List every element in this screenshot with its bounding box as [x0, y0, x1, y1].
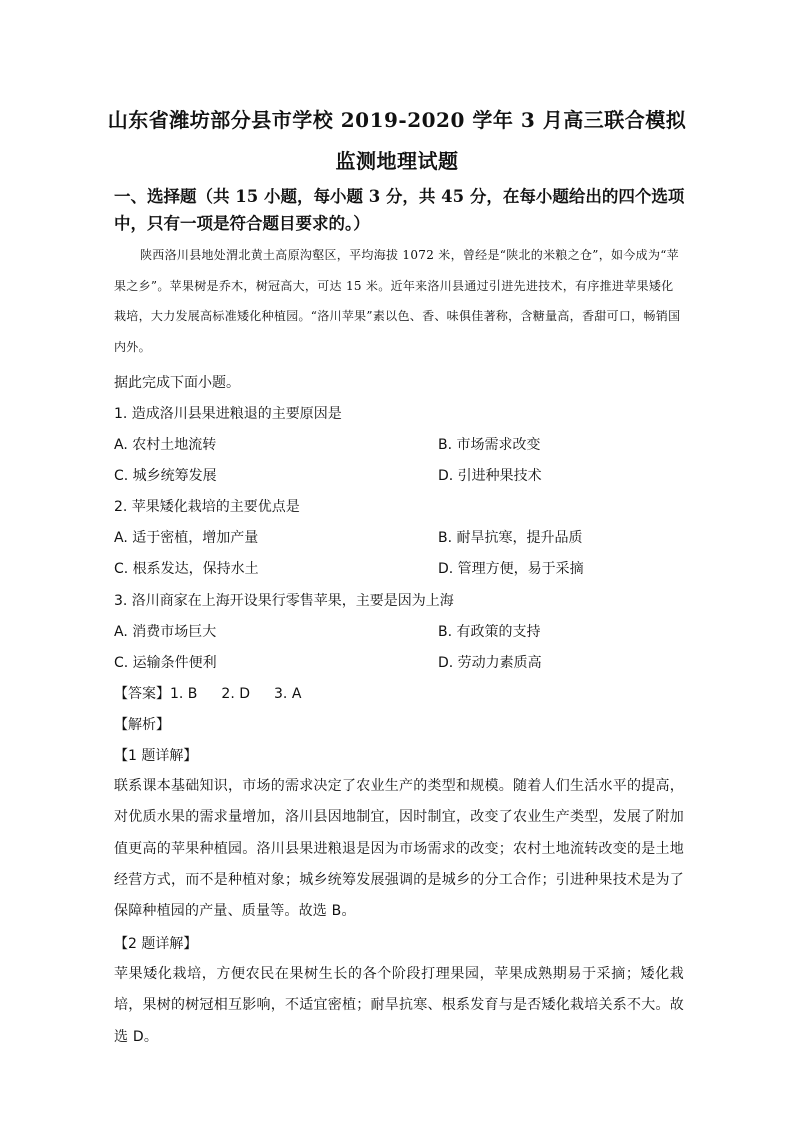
analysis-label: 【解析】 [114, 717, 170, 733]
question-1-option-d: D. 引进种果技术 [438, 468, 542, 484]
question-1-analysis-text: 联系课本基础知识，市场的需求决定了农业生产的类型和规模。随着人们生活水平的提高，对优质水果的需求量增加，洛川县因地制宜，因时制宜，改变了农业生产类型，发展了附加值更高的苹果种植园。洛川县果进粮退是因为市场需求的改变；农村土地流转改变的是土地经营方式，而不是种植对象；城乡统筹发展强调的是城乡的分工合作；引进种果技术是为了保障种植园的产量、质量等。故选 B。 [114, 778, 684, 920]
question-2-option-b: B. 耐旱抗寒，提升品质 [438, 530, 583, 546]
question-2-analysis-text: 苹果矮化栽培，方便农民在果树生长的各个阶段打理果园，苹果成熟期易于采摘；矮化栽培，果树的树冠相互影响，不适宜密植；耐旱抗寒、根系发育与是否矮化栽培关系不大。故选 D。 [114, 966, 684, 1045]
question-3-option-c: C. 运输条件便利 [114, 655, 217, 671]
reading-passage [114, 240, 682, 362]
passage-text: 陕西洛川县地处渭北黄土高原沟壑区，平均海拔 1072 米，曾经是“陕北的米粮之仓”，如今成为“苹果之乡”。苹果树是乔木，树冠高大，可达 15 米。近年来洛川县通过引进先进技术，有序推进苹果矮化栽培，大力发展高标准矮化种植园。“洛川苹果”素以色、香、味俱佳著称，含糖量高，香甜可口，畅销国内外。 [114, 248, 681, 354]
answer-1: 1. B [170, 686, 198, 702]
answer-line [114, 684, 301, 704]
answer-label: 【答案】 [114, 686, 170, 702]
question-2-option-c: C. 根系发达，保持水土 [114, 561, 259, 577]
answer-2: 2. D [221, 686, 251, 702]
question-2-option-d: D. 管理方便，易于采摘 [438, 561, 584, 577]
document-title-line-2: 监测地理试题 [335, 149, 459, 173]
instruction-text: 据此完成下面小题。 [114, 375, 240, 391]
question-1-option-a: A. 农村土地流转 [114, 437, 217, 453]
question-3-option-b: B. 有政策的支持 [438, 624, 541, 640]
question-2-stem: 2. 苹果矮化栽培的主要优点是 [114, 499, 300, 515]
question-1-option-c: C. 城乡统筹发展 [114, 468, 217, 484]
question-1-stem: 1. 造成洛川县果进粮退的主要原因是 [114, 406, 342, 422]
question-2-option-a: A. 适于密植，增加产量 [114, 530, 259, 546]
question-1-option-b: B. 市场需求改变 [438, 437, 541, 453]
section-heading: 一、选择题（共 15 小题，每小题 3 分，共 45 分，在每小题给出的四个选项中，只有一项是符合题目要求的。） [114, 187, 685, 233]
question-3-stem: 3. 洛川商家在上海开设果行零售苹果，主要是因为上海 [114, 593, 454, 609]
question-1-analysis-label: 【1 题详解】 [114, 748, 198, 764]
question-3-option-a: A. 消费市场巨大 [114, 624, 217, 640]
question-2-analysis-label: 【2 题详解】 [114, 936, 198, 952]
question-3-option-d: D. 劳动力素质高 [438, 655, 542, 671]
document-title-line-1: 山东省潍坊部分县市学校 2019-2020 学年 3 月高三联合模拟 [107, 108, 687, 132]
answer-3: 3. A [274, 686, 302, 702]
